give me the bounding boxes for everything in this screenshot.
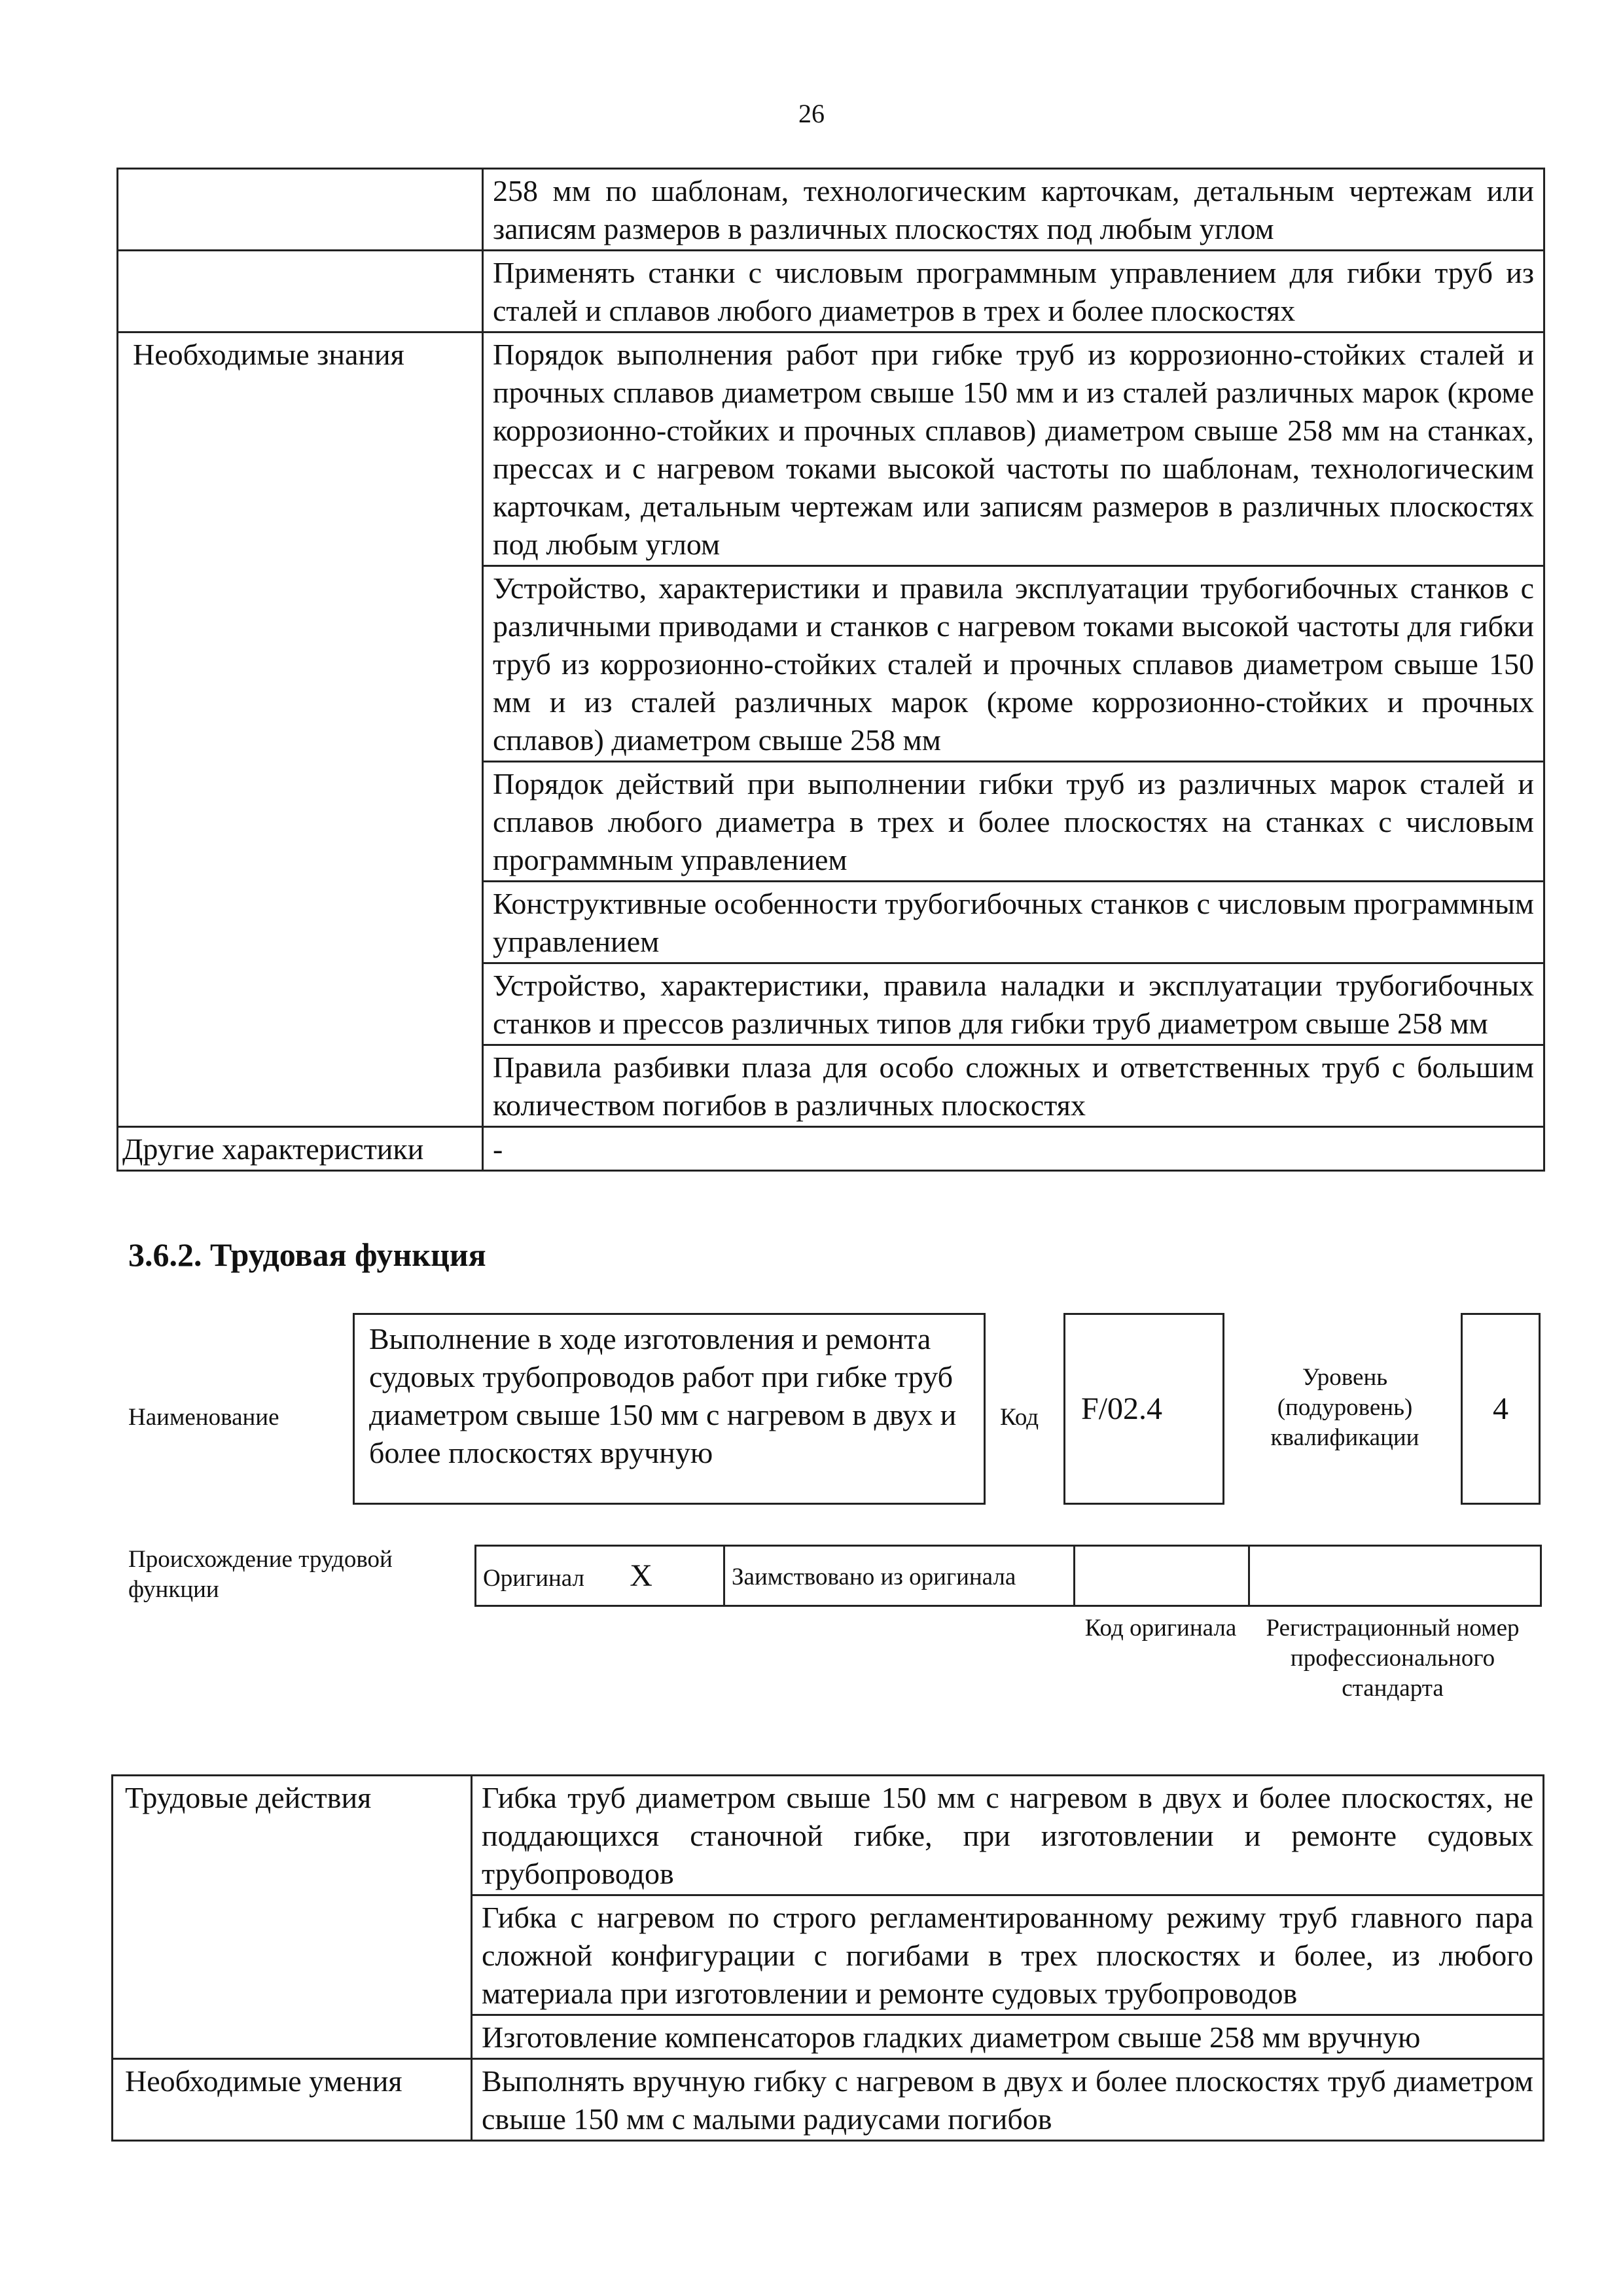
row-label-knowledge: Необходимые знания [118, 332, 483, 1127]
original-mark: X [630, 1558, 652, 1593]
original-cell [476, 1546, 724, 1606]
row-text: Порядок выполнения работ при гибке труб из коррозионно-стойких сталей и прочных сплавов диаметром свыше 150 мм и из сталей различных марок (кроме коррозионно-стойких и прочных сплавов) диаметром свыше 258 мм на станках, прессах и с нагревом токами высокой частоты по шаблонам, технологическим карточкам, детальным чертежам или записям размеров в различных плоскостях под любым углом [483, 332, 1544, 566]
table-row [113, 1776, 1544, 1895]
function-name-box: Выполнение в ходе изготовления и ремонта судовых трубопроводов работ при гибке труб диаметром свыше 150 мм с нагревом в двух и более плоскостях вручную [353, 1313, 986, 1505]
row-text: Правила разбивки плаза для особо сложных и ответственных труб с большим количеством погибов в различных плоскостях [483, 1045, 1544, 1127]
name-label: Наименование [128, 1404, 279, 1431]
table-row [118, 251, 1544, 332]
table-row [118, 169, 1544, 251]
row-label [118, 251, 483, 332]
row-text: Конструктивные особенности трубогибочных станков с числовым программным управлением [483, 882, 1544, 963]
registration-caption: Регистрационный номер профессионального стандарта [1266, 1615, 1520, 1702]
original-code-cell [1075, 1546, 1249, 1606]
row-text: Изготовление компенсаторов гладких диаметром свыше 258 мм вручную [472, 2015, 1544, 2059]
origin-table [474, 1545, 1542, 1607]
row-text: Устройство, характеристики и правила эксплуатации трубогибочных станков с различными приводами и станков с нагревом токами высокой частоты для гибки труб из коррозионно-стойких сталей и прочных сплавов диаметром свыше 150 мм и из сталей различных марок (кроме коррозионно-стойких и прочных сплавов) диаметром свыше 258 мм [483, 566, 1544, 762]
original-label: Оригинал [483, 1565, 585, 1592]
borrowed-label: Заимствовано из оригинала [724, 1546, 1075, 1606]
code-caption: Код оригинала [1084, 1615, 1237, 1641]
row-text: Гибка труб диаметром свыше 150 мм с нагревом в двух и более плоскостях, не поддающихся станочной гибке, при изготовлении и ремонте судовых трубопроводов [472, 1776, 1544, 1895]
code-value-box: F/02.4 [1063, 1313, 1224, 1505]
labor-actions-table [111, 1774, 1544, 2142]
row-label [118, 169, 483, 251]
row-text: 258 мм по шаблонам, технологическим карточкам, детальным чертежам или записям размеров в различных плоскостях под любым углом [483, 169, 1544, 251]
table-row [118, 1127, 1544, 1171]
row-label-actions: Трудовые действия [113, 1776, 472, 2059]
row-label-skills: Необходимые умения [113, 2059, 472, 2141]
registration-number-cell [1249, 1546, 1541, 1606]
row-text: Применять станки с числовым программным управлением для гибки труб из сталей и сплавов любого диаметров в трех и более плоскостях [483, 251, 1544, 332]
skills-knowledge-table [116, 168, 1545, 1172]
row-label-other: Другие характеристики [118, 1127, 483, 1171]
code-label: Код [1000, 1404, 1039, 1431]
table-row [118, 332, 1544, 566]
row-text: Гибка с нагревом по строго регламентированному режиму труб главного пара сложной конфигурации с погибами в трех плоскостях и более, из любого материала при изготовлении и ремонте судовых трубопроводов [472, 1895, 1544, 2015]
level-value-box: 4 [1461, 1313, 1541, 1505]
origin-label: Происхождение трудовой функции [128, 1546, 393, 1603]
row-text: Порядок действий при выполнении гибки труб из различных марок сталей и сплавов любого диаметра в трех и более плоскостях на станках с числовым программным управлением [483, 762, 1544, 882]
table-row [113, 2059, 1544, 2141]
section-heading: 3.6.2. Трудовая функция [128, 1236, 486, 1273]
row-text: - [483, 1127, 1544, 1171]
row-text: Устройство, характеристики, правила наладки и эксплуатации трубогибочных станков и прессов различных типов для гибки труб диаметром свыше 258 мм [483, 963, 1544, 1045]
level-label: Уровень (подуровень) квалификации [1270, 1364, 1419, 1451]
row-text: Выполнять вручную гибку с нагревом в двух и более плоскостях труб диаметром свыше 150 мм с малыми радиусами погибов [472, 2059, 1544, 2141]
page-number: 26 [798, 99, 825, 128]
